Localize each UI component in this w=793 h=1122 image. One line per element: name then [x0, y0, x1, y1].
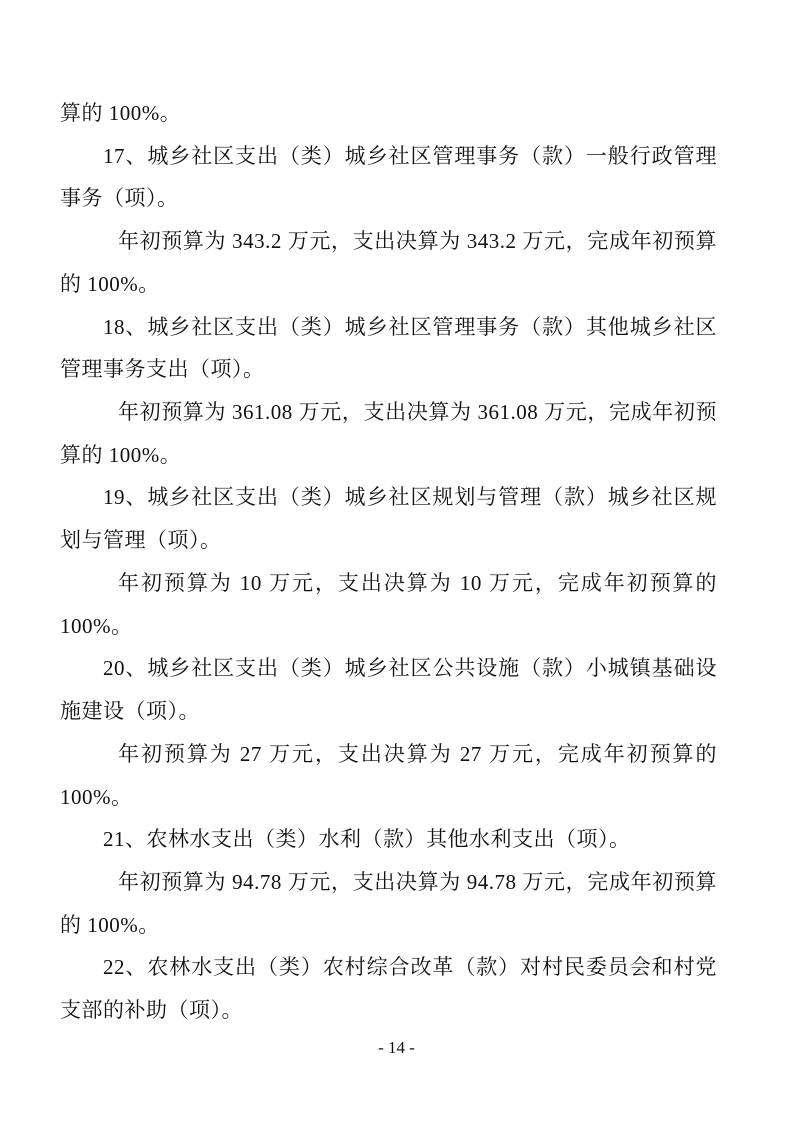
- text-line: 的 100%。: [60, 271, 160, 296]
- page-number: - 14 -: [378, 1038, 415, 1057]
- text-line: 的 100%。: [60, 912, 160, 937]
- text-line: 算的 100%。: [60, 101, 182, 125]
- text-line: 年初预算为 10 万元，支出决算为 10 万元，完成年初预算的: [118, 570, 717, 595]
- text-line: 年初预算为 361.08 万元，支出决算为 361.08 万元，完成年初预: [118, 400, 717, 425]
- text-line: 18、城乡社区支出（类）城乡社区管理事务（款）其他城乡社区: [103, 314, 717, 339]
- text-line: 年初预算为 27 万元，支出决算为 27 万元，完成年初预算的: [118, 741, 717, 766]
- text-line: 20、城乡社区支出（类）城乡社区公共设施（款）小城镇基础设: [103, 656, 717, 681]
- text-line: 19、城乡社区支出（类）城乡社区规划与管理（款）城乡社区规: [103, 485, 717, 510]
- text-line: 21、农林水支出（类）水利（款）其他水利支出（项）。: [103, 827, 631, 852]
- text-line: 17、城乡社区支出（类）城乡社区管理事务（款）一般行政管理: [103, 143, 717, 168]
- text-line: 算的 100%。: [60, 442, 182, 467]
- text-line: 划与管理（项）。: [60, 528, 222, 553]
- text-line: 事务（项）。: [60, 186, 179, 211]
- document-body: [60, 92, 717, 1032]
- text-line: 管理事务支出（项）。: [60, 357, 265, 382]
- text-line: 年初预算为 343.2 万元，支出决算为 343.2 万元，完成年初预算: [118, 229, 717, 254]
- text-line: 支部的补助（项）。: [60, 998, 243, 1023]
- text-line: 年初预算为 94.78 万元，支出决算为 94.78 万元，完成年初预算: [118, 869, 717, 894]
- text-line: 施建设（项）。: [60, 699, 200, 724]
- text-line: 22、农林水支出（类）农村综合改革（款）对村民委员会和村党: [103, 955, 717, 980]
- text-line: 100%。: [60, 613, 133, 638]
- text-line: 100%。: [60, 784, 133, 809]
